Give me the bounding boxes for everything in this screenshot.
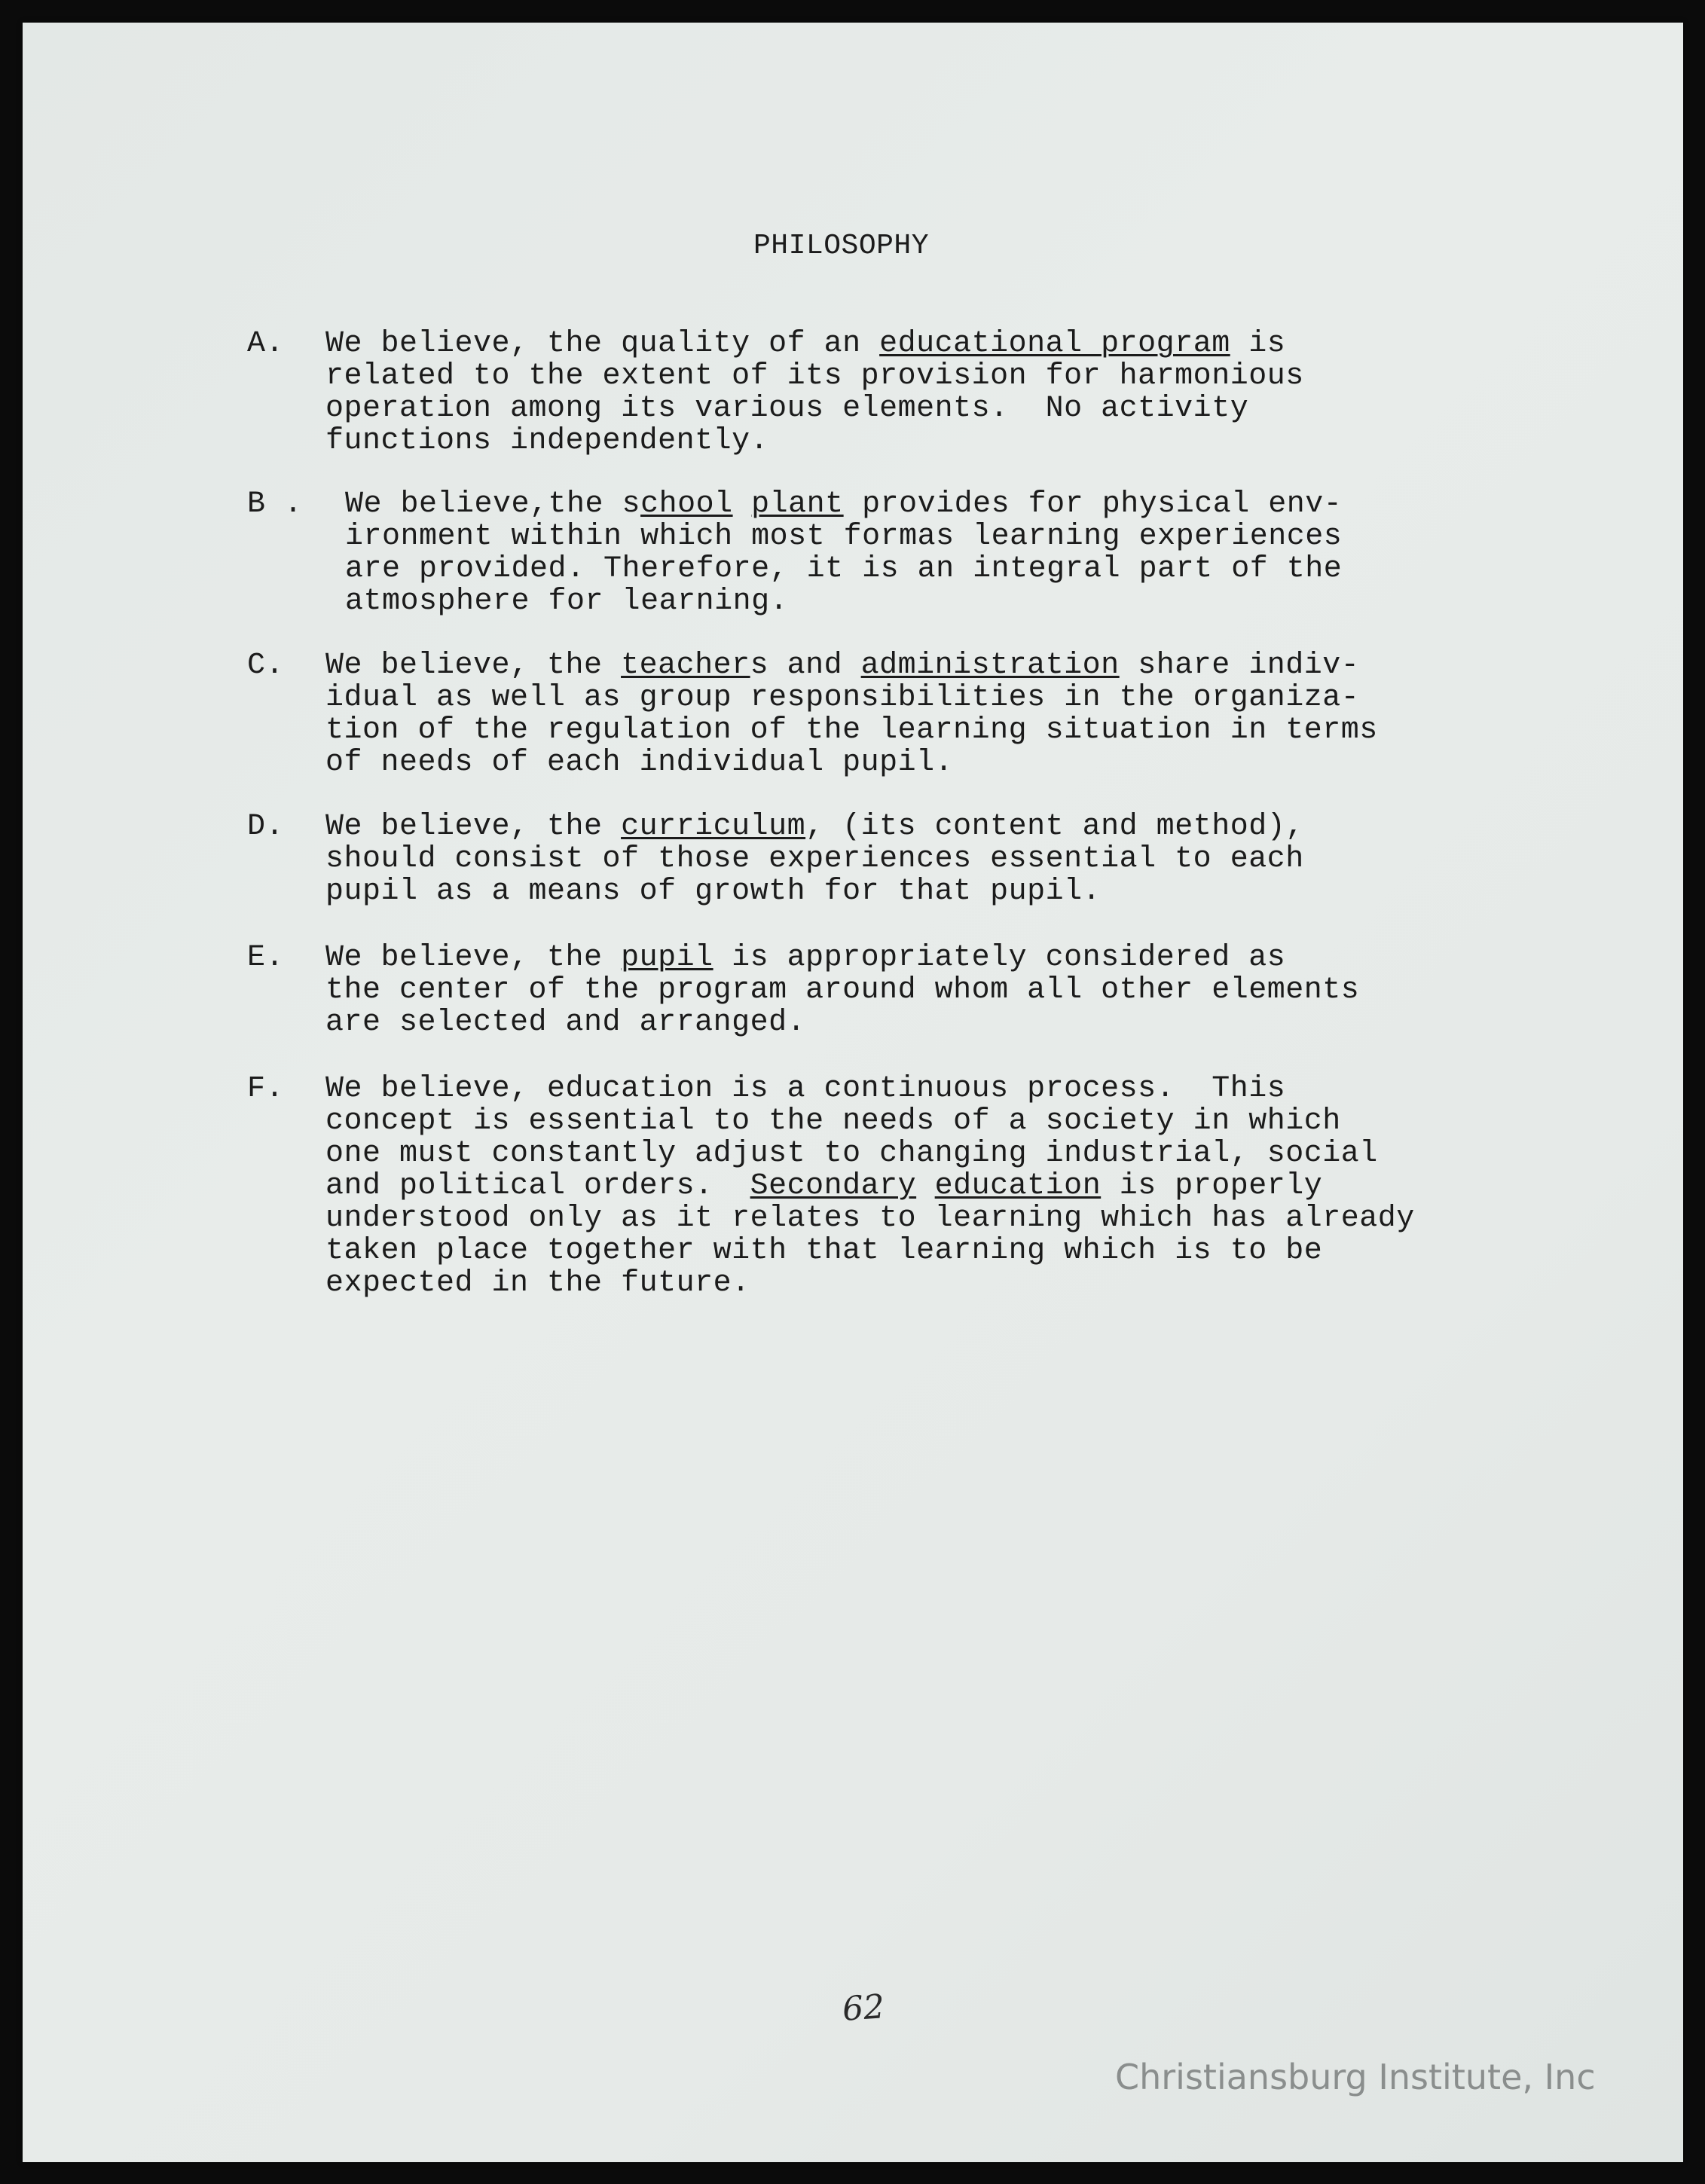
- text-line: [325, 1105, 1415, 1138]
- paragraph-letter: F.: [247, 1072, 285, 1106]
- text-segment: share indiv-: [1119, 649, 1360, 683]
- text-segment: is appropriately considered as: [713, 941, 1286, 975]
- text-segment: [916, 1169, 935, 1203]
- paragraph-c: [247, 649, 1566, 779]
- underlined-term: teacher: [621, 649, 750, 683]
- paragraph-letter: E.: [247, 941, 285, 975]
- underlined-term: education: [934, 1169, 1102, 1203]
- text-segment: are selected and arranged.: [325, 1006, 806, 1040]
- text-segment: related to the extent of its provision for harmonious: [325, 359, 1304, 393]
- text-segment: , (its content and method),: [805, 810, 1304, 844]
- text-segment: one must constantly adjust to changing industrial, social: [325, 1137, 1378, 1171]
- underlined-term: Secondary: [750, 1169, 917, 1203]
- paragraph-letter: A.: [247, 327, 285, 361]
- paragraph-body: [325, 328, 1304, 457]
- paragraph-b: [247, 488, 1566, 618]
- text-segment: expected in the future.: [325, 1266, 750, 1300]
- text-line: [325, 1138, 1415, 1170]
- text-segment: atmosphere for learning.: [345, 585, 789, 619]
- text-segment: is properly: [1101, 1169, 1323, 1203]
- text-line: [325, 714, 1378, 747]
- text-segment: functions independently.: [325, 424, 769, 458]
- page-title: PHILOSOPHY: [753, 230, 930, 262]
- text-segment: idual as well as group responsibilities in the organiza-: [325, 681, 1360, 715]
- paragraph-body: [325, 1073, 1415, 1300]
- text-line: [325, 875, 1304, 908]
- text-line: [325, 328, 1304, 360]
- text-segment: We believe,the s: [345, 487, 641, 521]
- text-line: [325, 1235, 1415, 1267]
- text-line: [345, 553, 1342, 585]
- underlined-term: pupil: [621, 941, 713, 975]
- text-segment: are provided. Therefore, it is an integral part of the: [345, 552, 1343, 586]
- text-line: [325, 942, 1359, 974]
- text-segment: We believe, the quality of an: [325, 327, 880, 361]
- text-segment: the center of the program around whom all other elements: [325, 973, 1360, 1007]
- text-segment: taken place together with that learning which is to be: [325, 1234, 1323, 1268]
- text-line: [325, 1170, 1415, 1202]
- paragraph-letter: D.: [247, 810, 285, 844]
- text-segment: ironment within which most formas learning experiences: [345, 520, 1343, 554]
- text-segment: is: [1230, 327, 1286, 361]
- handwritten-page-number: 62: [841, 1987, 886, 2029]
- text-segment: and political orders.: [325, 1169, 750, 1203]
- text-segment: tion of the regulation of the learning situation in terms: [325, 713, 1378, 747]
- paragraph-d: [247, 811, 1566, 940]
- paragraph-body: [325, 649, 1378, 779]
- text-segment: We believe, the: [325, 810, 622, 844]
- text-segment: We believe, the: [325, 649, 622, 683]
- underlined-term: plant: [751, 487, 844, 521]
- text-line: [325, 1006, 1359, 1039]
- text-line: [325, 974, 1359, 1006]
- text-line: [345, 488, 1342, 521]
- text-line: [325, 649, 1378, 682]
- paragraph-body: [325, 811, 1304, 908]
- watermark: Christiansburg Institute, Inc: [1115, 2057, 1596, 2097]
- underlined-term: curriculum: [621, 810, 806, 844]
- document-page: [23, 23, 1683, 2162]
- text-segment: concept is essential to the needs of a society in which: [325, 1104, 1341, 1138]
- text-line: [325, 425, 1304, 457]
- text-line: [325, 1073, 1415, 1105]
- underlined-term: chool: [640, 487, 733, 521]
- underlined-term: educational program: [879, 327, 1230, 361]
- text-segment: s and: [750, 649, 861, 683]
- paragraph-a: [247, 328, 1566, 457]
- paragraph-f: [247, 1072, 1566, 1300]
- text-line: [325, 360, 1304, 393]
- text-line: [325, 843, 1304, 875]
- text-segment: understood only as it relates to learning which has already: [325, 1202, 1415, 1236]
- text-line: [325, 682, 1378, 714]
- paragraph-body: [345, 488, 1342, 618]
- paragraph-letter: B .: [247, 487, 303, 521]
- paragraph-e: [247, 942, 1566, 1071]
- text-line: [325, 1267, 1415, 1300]
- text-segment: pupil as a means of growth for that pupil.: [325, 875, 1102, 909]
- underlined-term: administration: [860, 649, 1120, 683]
- text-segment: We believe, the: [325, 941, 622, 975]
- text-segment: [733, 487, 752, 521]
- paragraph-letter: C.: [247, 649, 285, 683]
- text-line: [325, 1202, 1415, 1235]
- text-segment: should consist of those experiences essential to each: [325, 842, 1304, 876]
- text-segment: operation among its various elements. No activity: [325, 392, 1249, 426]
- text-line: [345, 521, 1342, 553]
- text-segment: of needs of each individual pupil.: [325, 746, 954, 780]
- text-line: [325, 811, 1304, 843]
- paragraph-body: [325, 942, 1359, 1039]
- text-line: [325, 393, 1304, 425]
- text-segment: We believe, education is a continuous process. This: [325, 1072, 1286, 1106]
- text-line: [325, 747, 1378, 779]
- text-segment: provides for physical env-: [843, 487, 1343, 521]
- text-line: [345, 585, 1342, 618]
